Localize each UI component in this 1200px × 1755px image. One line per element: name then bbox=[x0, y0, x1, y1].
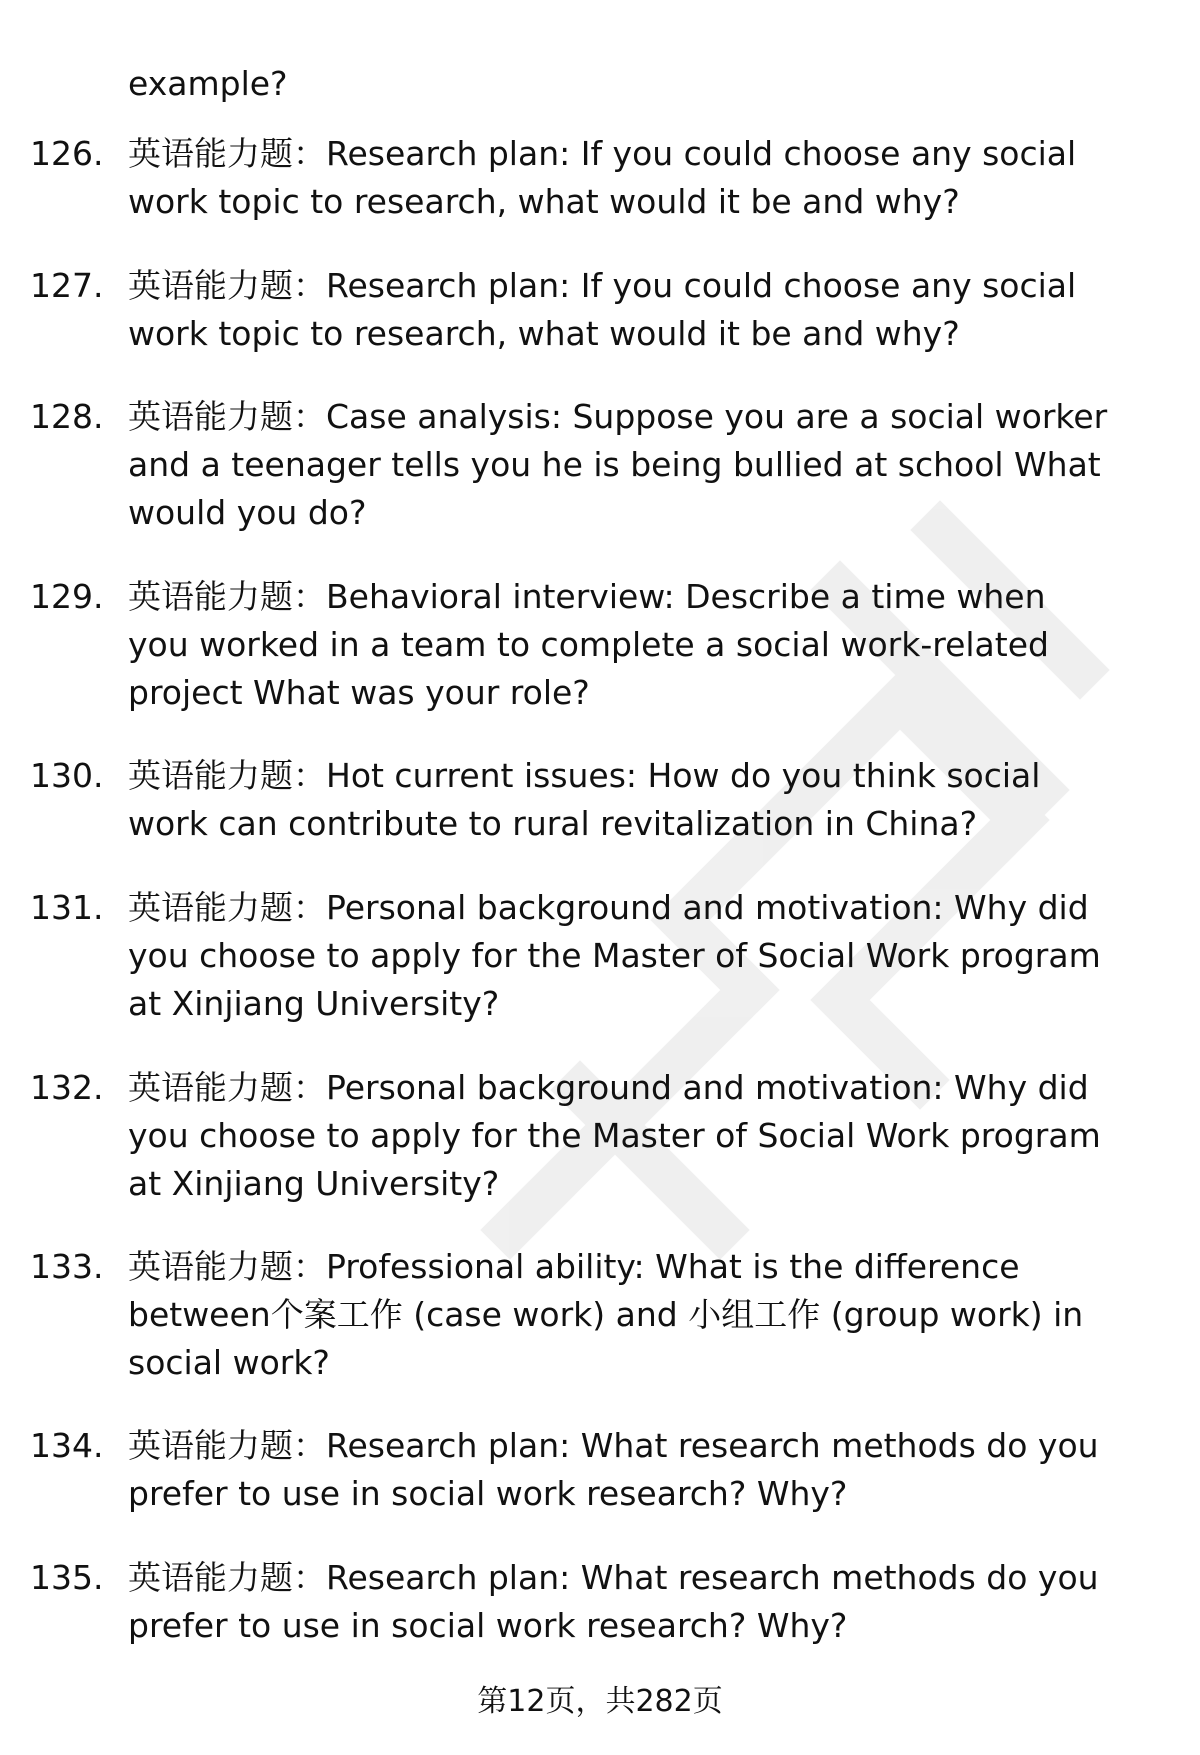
question-line: prefer to use in social work research? Why? bbox=[128, 1606, 848, 1645]
question-line: 英语能力题：Personal background and motivation: Why did bbox=[128, 888, 1089, 927]
question-line: at Xinjiang University? bbox=[128, 984, 500, 1023]
question-line: would you do? bbox=[128, 493, 367, 532]
question-number: 127. bbox=[30, 266, 104, 305]
question-number: 131. bbox=[30, 888, 104, 927]
question-line: 英语能力题：Research plan: What research methods do you bbox=[128, 1426, 1099, 1465]
question-number: 134. bbox=[30, 1426, 104, 1465]
question-line: at Xinjiang University? bbox=[128, 1164, 500, 1203]
question-line: 英语能力题：Behavioral interview: Describe a time when bbox=[128, 577, 1046, 616]
question-line: you choose to apply for the Master of Social Work program bbox=[128, 936, 1101, 975]
question-number: 133. bbox=[30, 1247, 104, 1286]
question-line: 英语能力题：Hot current issues: How do you think social bbox=[128, 756, 1041, 795]
question-number: 129. bbox=[30, 577, 104, 616]
question-line: 英语能力题：Case analysis: Suppose you are a social worker bbox=[128, 397, 1108, 436]
question-line: work topic to research, what would it be and why? bbox=[128, 314, 960, 353]
question-number: 135. bbox=[30, 1558, 104, 1597]
question-line: you choose to apply for the Master of Social Work program bbox=[128, 1116, 1101, 1155]
question-number: 126. bbox=[30, 134, 104, 173]
question-line: 英语能力题：Professional ability: What is the difference bbox=[128, 1247, 1020, 1286]
question-line: 英语能力题：Research plan: If you could choose any social bbox=[128, 266, 1077, 305]
question-line: 英语能力题：Personal background and motivation: Why did bbox=[128, 1068, 1089, 1107]
question-number: 132. bbox=[30, 1068, 104, 1107]
question-line: you worked in a team to complete a social work-related bbox=[128, 625, 1049, 664]
question-line: social work? bbox=[128, 1343, 330, 1382]
question-line: project What was your role? bbox=[128, 673, 590, 712]
question-line: 英语能力题：Research plan: If you could choose any social bbox=[128, 134, 1077, 173]
question-line: work can contribute to rural revitalization in China? bbox=[128, 804, 978, 843]
question-line: work topic to research, what would it be and why? bbox=[128, 182, 960, 221]
question-number: 130. bbox=[30, 756, 104, 795]
question-line: 英语能力题：Research plan: What research methods do you bbox=[128, 1558, 1099, 1597]
question-line: between个案工作 (case work) and 小组工作 (group work) in bbox=[128, 1295, 1084, 1334]
page-number-footer: 第12页，共282页 bbox=[477, 1684, 723, 1719]
question-number: 128. bbox=[30, 397, 104, 436]
question-line: and a teenager tells you he is being bullied at school What bbox=[128, 445, 1101, 484]
continuation-text: example? bbox=[128, 64, 288, 103]
question-line: prefer to use in social work research? Why? bbox=[128, 1474, 848, 1513]
